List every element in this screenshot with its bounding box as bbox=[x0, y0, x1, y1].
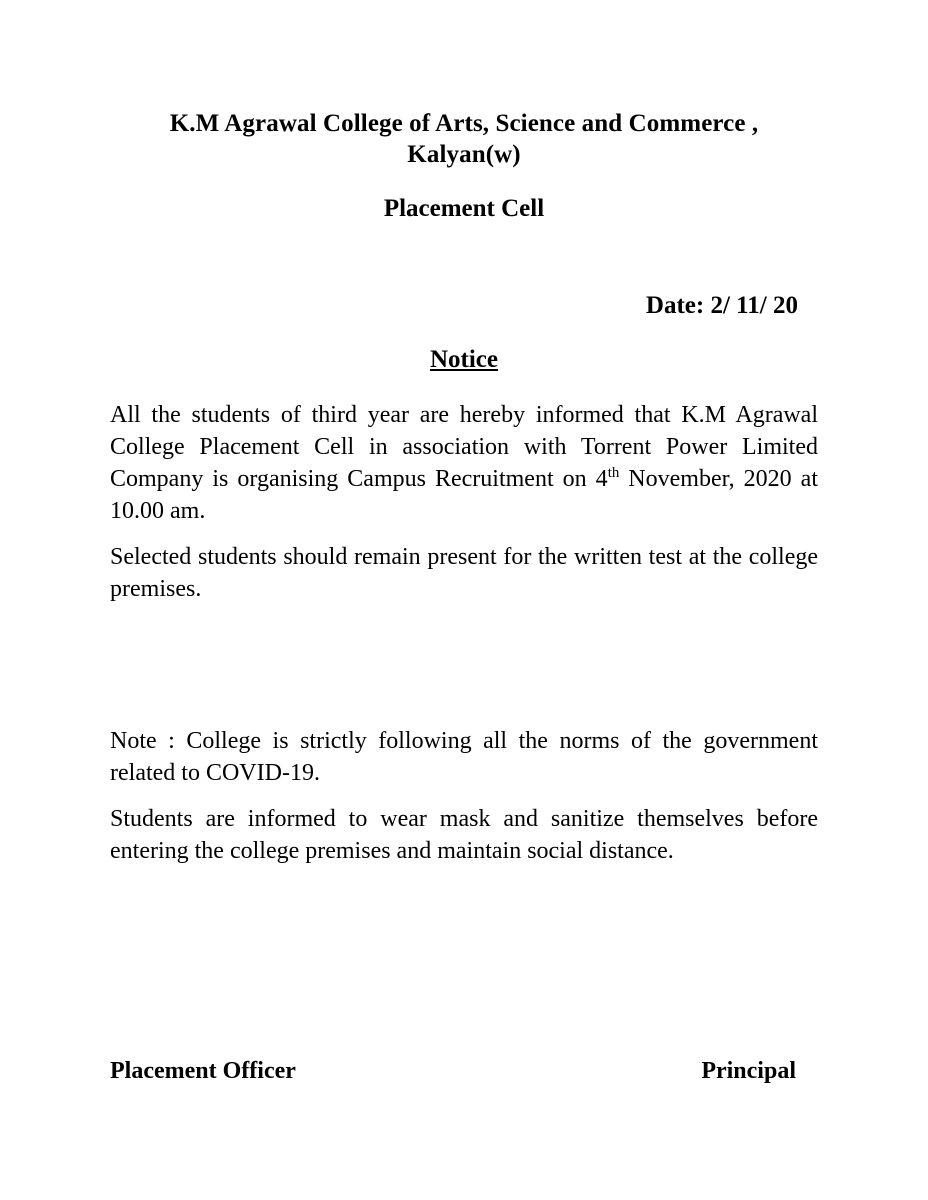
document-content bbox=[110, 0, 818, 867]
notice-title-text: Notice bbox=[429, 346, 499, 374]
paragraph-covid-note: Note : College is strictly following all the norms of the government related to COVID-19. bbox=[110, 727, 818, 786]
notice-date: Date: 2/ 11/ 20 bbox=[645, 291, 798, 319]
paragraph-1-text-before-superscript: All the students of third year are hereby informed that K.M Agrawal College Placement Cell in association with Torrent Power Limited Company is organising Campus Recruitment on 4 bbox=[110, 401, 818, 492]
placement-officer-signature-label: Placement Officer bbox=[110, 1058, 296, 1084]
paragraph-1-text-after-superscript: November, 2020 at 10.00 am. bbox=[110, 465, 819, 524]
ordinal-suffix-superscript: th bbox=[607, 464, 620, 481]
notice-title bbox=[110, 322, 818, 377]
signature-row bbox=[110, 1056, 818, 1087]
principal-signature-label: Principal bbox=[701, 1058, 796, 1084]
paragraph-written-test: Selected students should remain present for the written test at the college premises. bbox=[110, 543, 818, 602]
placement-cell-subheading: Placement Cell bbox=[383, 194, 545, 222]
paragraph-recruitment-announcement bbox=[110, 377, 818, 527]
college-name-heading: K.M Agrawal College of Arts, Science and Commerce , Kalyan(w) bbox=[169, 110, 759, 169]
paragraph-mask-instruction: Students are informed to wear mask and sanitize themselves before entering the college premises and maintain social distance. bbox=[110, 805, 818, 864]
